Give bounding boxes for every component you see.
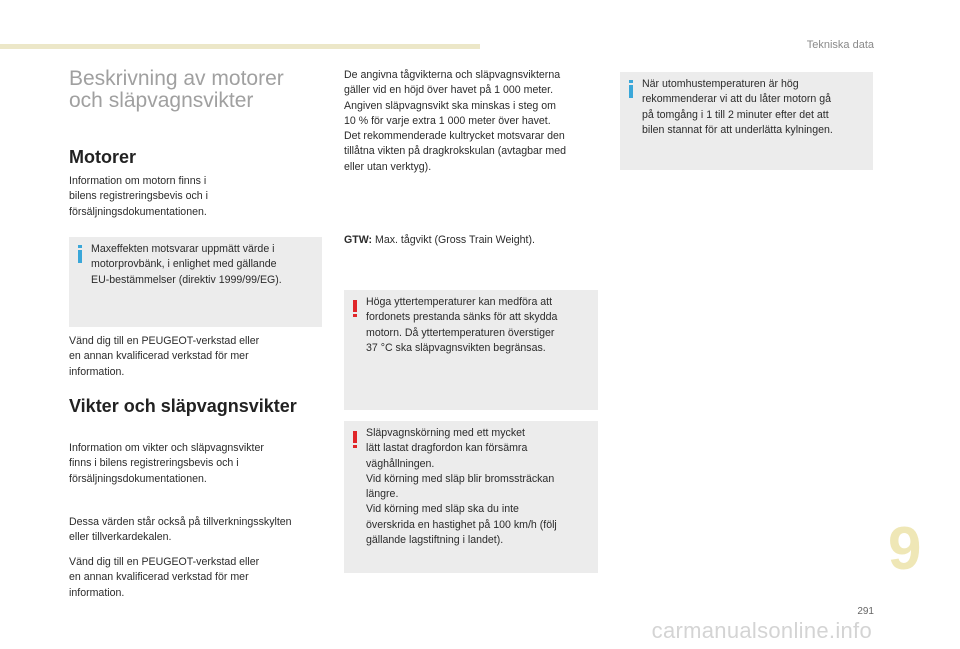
text-line: på tomgång i 1 till 2 minuter efter det att: [642, 108, 829, 121]
text-line: överskrida en hastighet på 100 km/h (följ: [366, 518, 557, 531]
weights-paragraph: [344, 68, 566, 175]
heading-motorer: Motorer: [69, 147, 136, 167]
gtw-definition: [344, 233, 535, 248]
warning-box-towing: [344, 421, 598, 573]
text-line: Släpvagnskörning med ett mycket: [366, 427, 525, 439]
warning-box-text: [366, 295, 557, 356]
text-line: eller utan verktyg).: [344, 160, 432, 173]
text-line: De angivna tågvikterna och släpvagnsvikterna: [344, 69, 561, 81]
text-line: Information om vikter och släpvagnsvikter: [69, 442, 264, 454]
text-line: Vid körning med släp blir bromssträckan: [366, 472, 555, 485]
motorer-contact: [69, 334, 259, 380]
text-line: information.: [69, 586, 125, 599]
text-line: försäljningsdokumentationen.: [69, 472, 207, 485]
text-line: motorprovbänk, i enlighet med gällande: [91, 258, 277, 271]
info-box-cooling: [620, 72, 873, 170]
text-line: Information om motorn finns i: [69, 175, 207, 187]
text-line: Vänd dig till en PEUGEOT-verkstad eller: [69, 335, 260, 347]
header-accent-bar: [0, 44, 480, 49]
heading-vikter: Vikter och släpvagnsvikter: [69, 396, 297, 416]
chapter-number: 9: [888, 515, 922, 582]
text-line: en annan kvalificerad verkstad för mer: [69, 350, 249, 363]
warning-box-temperature: [344, 290, 598, 410]
vikter-intro: [69, 441, 264, 487]
text-line: tillåtna vikten på dragkrokskulan (avtagbar med: [344, 145, 566, 158]
text-line: Angiven släpvagnsvikt ska minskas i steg om: [344, 99, 556, 112]
text-line: Vid körning med släp ska du inte: [366, 503, 519, 516]
text-line: gällande lagstiftning i landet).: [366, 534, 504, 547]
text-line: rekommenderar vi att du låter motorn gå: [642, 93, 832, 106]
text-line: motorn. Då yttertemperaturen överstiger: [366, 326, 555, 339]
info-box-maxeffekt: [69, 237, 322, 327]
text-line: Höga yttertemperaturer kan medföra att: [366, 296, 553, 308]
gtw-label: GTW:: [344, 234, 373, 246]
text-line: lätt lastat dragfordon kan försämra: [366, 442, 528, 455]
info-box-text: [91, 242, 282, 288]
vikter-contact: [69, 555, 259, 601]
page-number: 291: [857, 606, 874, 617]
text-line: bilens registreringsbevis och i: [69, 190, 208, 203]
text-line: När utomhustemperaturen är hög: [642, 78, 799, 90]
text-line: väghållningen.: [366, 457, 435, 470]
text-line: en annan kvalificerad verkstad för mer: [69, 571, 249, 584]
text-line: bilen stannat för att underlätta kylningen.: [642, 123, 833, 136]
text-line: 10 % för varje extra 1 000 meter över havet.: [344, 114, 551, 127]
text-line: Vänd dig till en PEUGEOT-verkstad eller: [69, 556, 260, 568]
watermark: carmanualsonline.info: [651, 618, 872, 643]
text-line: längre.: [366, 488, 399, 501]
page-title: [69, 68, 329, 112]
vikter-also: [69, 515, 339, 546]
text-line: eller tillverkardekalen.: [69, 531, 172, 544]
text-line: finns i bilens registreringsbevis och i: [69, 457, 239, 470]
page-title-line: och släpvagnsvikter: [69, 89, 254, 112]
info-box-text: [642, 77, 833, 138]
page-title-line: Beskrivning av motorer: [69, 67, 284, 90]
text-line: information.: [69, 365, 125, 378]
text-line: försäljningsdokumentationen.: [69, 205, 207, 218]
motorer-intro: [69, 174, 208, 220]
text-line: fordonets prestanda sänks för att skydda: [366, 311, 558, 324]
gtw-text: Max. tågvikt (Gross Train Weight).: [372, 234, 535, 246]
text-line: Maxeffekten motsvarar uppmätt värde i: [91, 243, 275, 255]
text-line: EU-bestämmelser (direktiv 1999/99/EG).: [91, 273, 282, 286]
section-label: Tekniska data: [806, 39, 874, 51]
warning-box-text: [366, 426, 557, 548]
text-line: gäller vid en höjd över havet på 1 000 meter.: [344, 84, 554, 97]
text-line: Det rekommenderade kultrycket motsvarar den: [344, 130, 565, 143]
text-line: 37 °C ska släpvagnsvikten begränsas.: [366, 341, 546, 354]
text-line: Dessa värden står också på tillverkningsskylten: [69, 516, 292, 528]
